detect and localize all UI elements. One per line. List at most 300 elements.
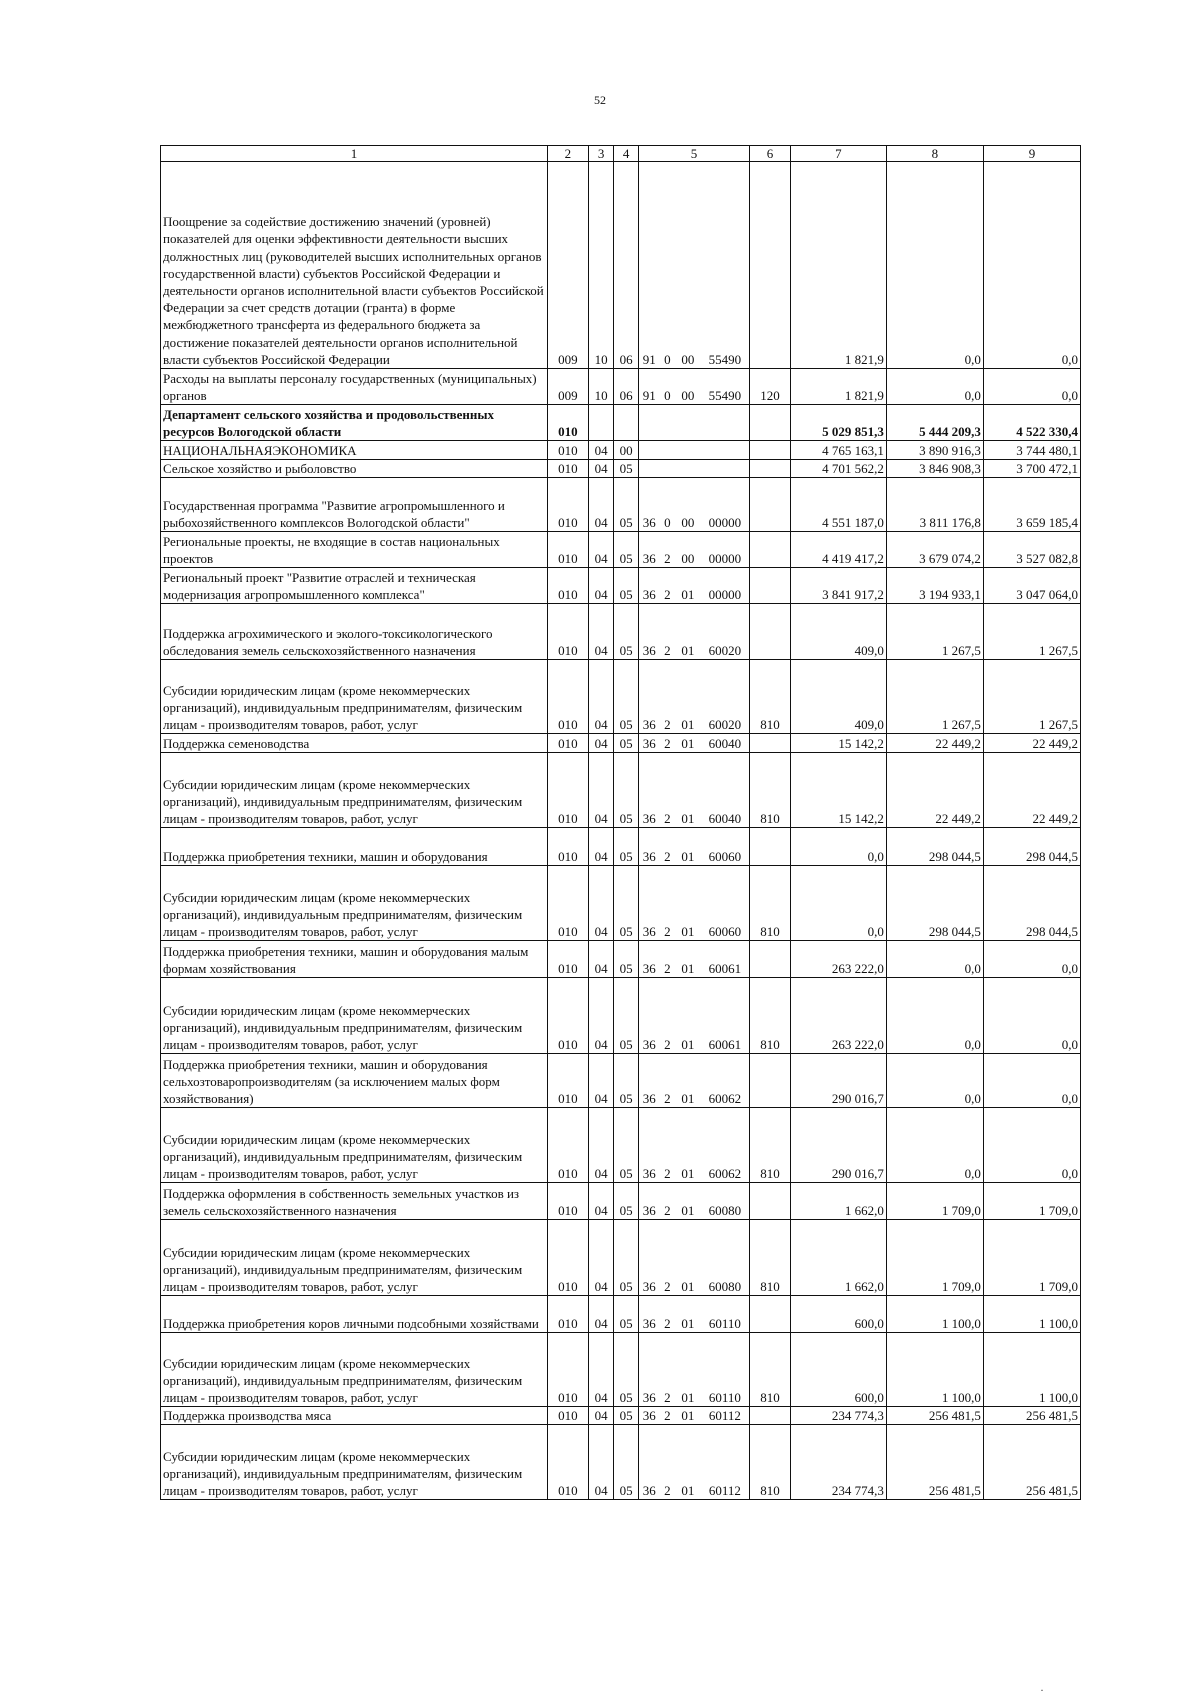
row-section-code: 04 (588, 1425, 614, 1500)
header-col-1: 1 (161, 146, 548, 162)
table-row (161, 1407, 1081, 1425)
row-amount-year3: 0,0 (983, 1108, 1080, 1183)
row-target-direction: 60060 (701, 866, 750, 941)
row-ministry-code: 010 (547, 660, 588, 734)
row-amount-year3: 3 744 480,1 (983, 441, 1080, 460)
row-target-project: 01 (675, 604, 701, 660)
row-target-subprogram: 2 (660, 1220, 675, 1296)
table-row (161, 369, 1081, 405)
row-target-direction: 60112 (701, 1407, 750, 1425)
row-target-program: 36 (638, 753, 659, 828)
row-target-subprogram: 2 (660, 1108, 675, 1183)
row-amount-year1: 3 841 917,2 (790, 568, 886, 604)
row-target-subprogram: 0 (660, 369, 675, 405)
row-expense-type: 810 (750, 1333, 791, 1407)
row-subsection-code: 05 (614, 660, 639, 734)
row-subsection-code: 05 (614, 460, 639, 478)
row-target-direction (701, 441, 750, 460)
row-ministry-code: 010 (547, 1054, 588, 1108)
row-name: Поддержка приобретения коров личными подсобными хозяйствами (161, 1296, 548, 1333)
row-name: Субсидии юридическим лицам (кроме некоммерческих организаций), индивидуальным предпринимателям, физическим лицам - производителям товаров, работ, услуг (161, 1333, 548, 1407)
row-target-program: 36 (638, 1108, 659, 1183)
table-row (161, 405, 1081, 441)
row-target-subprogram: 2 (660, 660, 675, 734)
row-amount-year1: 4 701 562,2 (790, 460, 886, 478)
table-row (161, 1333, 1081, 1407)
row-target-project: 01 (675, 660, 701, 734)
row-amount-year1: 1 821,9 (790, 369, 886, 405)
row-amount-year1: 0,0 (790, 866, 886, 941)
row-amount-year1: 600,0 (790, 1296, 886, 1333)
row-amount-year1: 15 142,2 (790, 753, 886, 828)
row-subsection-code: 05 (614, 828, 639, 866)
row-target-program: 36 (638, 828, 659, 866)
row-amount-year3: 22 449,2 (983, 734, 1080, 753)
row-ministry-code: 009 (547, 369, 588, 405)
row-amount-year3: 298 044,5 (983, 828, 1080, 866)
row-amount-year3: 256 481,5 (983, 1425, 1080, 1500)
row-ministry-code: 010 (547, 604, 588, 660)
row-target-program: 36 (638, 478, 659, 532)
row-target-direction: 55490 (701, 162, 750, 369)
row-amount-year2: 3 890 916,3 (886, 441, 983, 460)
row-section-code: 04 (588, 978, 614, 1054)
row-ministry-code: 010 (547, 1183, 588, 1220)
row-target-program: 36 (638, 1333, 659, 1407)
row-name: Расходы на выплаты персоналу государственных (муниципальных) органов (161, 369, 548, 405)
row-target-project: 00 (675, 478, 701, 532)
row-ministry-code: 010 (547, 405, 588, 441)
row-amount-year2: 0,0 (886, 1054, 983, 1108)
row-ministry-code: 010 (547, 828, 588, 866)
row-ministry-code: 010 (547, 734, 588, 753)
row-subsection-code: 05 (614, 604, 639, 660)
row-name: Субсидии юридическим лицам (кроме некоммерческих организаций), индивидуальным предпринимателям, физическим лицам - производителям товаров, работ, услуг (161, 1425, 548, 1500)
row-name: Субсидии юридическим лицам (кроме некоммерческих организаций), индивидуальным предпринимателям, физическим лицам - производителям товаров, работ, услуг (161, 660, 548, 734)
row-amount-year2: 0,0 (886, 941, 983, 978)
header-col-8: 8 (886, 146, 983, 162)
row-expense-type (750, 568, 791, 604)
row-target-program: 91 (638, 369, 659, 405)
row-expense-type (750, 941, 791, 978)
row-target-project: 01 (675, 568, 701, 604)
row-target-project: 01 (675, 1183, 701, 1220)
table-row (161, 1425, 1081, 1500)
header-col-3: 3 (588, 146, 614, 162)
row-target-subprogram: 2 (660, 568, 675, 604)
row-target-direction (701, 460, 750, 478)
row-amount-year3: 0,0 (983, 941, 1080, 978)
row-target-project: 01 (675, 1425, 701, 1500)
row-expense-type (750, 1054, 791, 1108)
row-target-subprogram (660, 405, 675, 441)
header-col-9: 9 (983, 146, 1080, 162)
row-target-program: 36 (638, 532, 659, 568)
row-amount-year2: 1 267,5 (886, 660, 983, 734)
row-target-subprogram: 2 (660, 1407, 675, 1425)
row-section-code: 10 (588, 369, 614, 405)
row-section-code: 04 (588, 1296, 614, 1333)
row-ministry-code: 010 (547, 478, 588, 532)
row-amount-year1: 290 016,7 (790, 1054, 886, 1108)
row-target-project: 01 (675, 1407, 701, 1425)
row-amount-year3: 3 047 064,0 (983, 568, 1080, 604)
header-col-2: 2 (547, 146, 588, 162)
row-target-program: 36 (638, 1220, 659, 1296)
table-row (161, 162, 1081, 369)
row-amount-year1: 4 551 187,0 (790, 478, 886, 532)
row-name: Субсидии юридическим лицам (кроме некоммерческих организаций), индивидуальным предпринимателям, физическим лицам - производителям товаров, работ, услуг (161, 1220, 548, 1296)
row-target-project: 01 (675, 1108, 701, 1183)
row-section-code: 04 (588, 441, 614, 460)
row-section-code: 04 (588, 941, 614, 978)
row-target-project: 01 (675, 1333, 701, 1407)
row-subsection-code: 05 (614, 866, 639, 941)
row-ministry-code: 010 (547, 866, 588, 941)
row-subsection-code: 05 (614, 978, 639, 1054)
row-amount-year2: 0,0 (886, 369, 983, 405)
row-expense-type: 810 (750, 866, 791, 941)
row-target-project: 01 (675, 866, 701, 941)
row-amount-year1: 4 419 417,2 (790, 532, 886, 568)
row-amount-year1: 263 222,0 (790, 941, 886, 978)
row-target-program: 36 (638, 1183, 659, 1220)
row-target-subprogram: 0 (660, 162, 675, 369)
row-expense-type (750, 1407, 791, 1425)
row-name: Субсидии юридическим лицам (кроме некоммерческих организаций), индивидуальным предпринимателям, физическим лицам - производителям товаров, работ, услуг (161, 866, 548, 941)
header-col-6: 6 (750, 146, 791, 162)
row-expense-type: 810 (750, 1108, 791, 1183)
row-ministry-code: 010 (547, 1296, 588, 1333)
row-target-subprogram: 2 (660, 604, 675, 660)
row-section-code: 04 (588, 460, 614, 478)
row-target-project (675, 405, 701, 441)
row-amount-year3: 1 100,0 (983, 1333, 1080, 1407)
row-expense-type (750, 1296, 791, 1333)
row-target-subprogram (660, 441, 675, 460)
row-target-program: 36 (638, 604, 659, 660)
row-target-direction: 60040 (701, 734, 750, 753)
row-subsection-code: 06 (614, 369, 639, 405)
row-target-subprogram: 2 (660, 1333, 675, 1407)
row-amount-year2: 1 709,0 (886, 1220, 983, 1296)
row-target-direction: 55490 (701, 369, 750, 405)
row-section-code (588, 405, 614, 441)
scan-mark: · (1040, 1683, 1044, 1697)
row-section-code: 04 (588, 604, 614, 660)
row-target-project (675, 460, 701, 478)
row-ministry-code: 010 (547, 568, 588, 604)
row-amount-year2: 22 449,2 (886, 753, 983, 828)
row-expense-type (750, 478, 791, 532)
row-section-code: 04 (588, 478, 614, 532)
row-subsection-code: 05 (614, 941, 639, 978)
row-target-program (638, 460, 659, 478)
row-expense-type (750, 734, 791, 753)
row-ministry-code: 010 (547, 1220, 588, 1296)
row-amount-year2: 298 044,5 (886, 828, 983, 866)
row-amount-year3: 0,0 (983, 162, 1080, 369)
table-row (161, 1108, 1081, 1183)
row-subsection-code: 05 (614, 1108, 639, 1183)
row-target-project: 01 (675, 1054, 701, 1108)
row-target-project: 00 (675, 162, 701, 369)
row-target-project: 01 (675, 1296, 701, 1333)
row-amount-year3: 22 449,2 (983, 753, 1080, 828)
row-target-direction: 60110 (701, 1296, 750, 1333)
row-amount-year3: 1 709,0 (983, 1220, 1080, 1296)
row-subsection-code: 05 (614, 1333, 639, 1407)
row-target-direction: 60062 (701, 1054, 750, 1108)
header-col-7: 7 (790, 146, 886, 162)
row-target-program: 36 (638, 1425, 659, 1500)
row-amount-year1: 234 774,3 (790, 1425, 886, 1500)
row-amount-year1: 0,0 (790, 828, 886, 866)
row-target-program: 36 (638, 1407, 659, 1425)
table-body (161, 162, 1081, 1500)
row-amount-year2: 1 100,0 (886, 1296, 983, 1333)
row-target-project: 01 (675, 941, 701, 978)
row-target-project: 01 (675, 1220, 701, 1296)
table-row (161, 441, 1081, 460)
row-ministry-code: 010 (547, 1425, 588, 1500)
row-ministry-code: 010 (547, 1333, 588, 1407)
page-number: 52 (594, 93, 606, 107)
row-name: Субсидии юридическим лицам (кроме некоммерческих организаций), индивидуальным предпринимателям, физическим лицам - производителям товаров, работ, услуг (161, 753, 548, 828)
row-amount-year3: 1 267,5 (983, 604, 1080, 660)
row-target-subprogram: 2 (660, 828, 675, 866)
table-row (161, 1220, 1081, 1296)
table-row (161, 1054, 1081, 1108)
table-row (161, 866, 1081, 941)
table-row (161, 1183, 1081, 1220)
table-row (161, 478, 1081, 532)
row-expense-type: 810 (750, 978, 791, 1054)
row-amount-year1: 4 765 163,1 (790, 441, 886, 460)
row-name: Субсидии юридическим лицам (кроме некоммерческих организаций), индивидуальным предпринимателям, физическим лицам - производителям товаров, работ, услуг (161, 978, 548, 1054)
row-amount-year2: 1 267,5 (886, 604, 983, 660)
row-expense-type: 810 (750, 753, 791, 828)
row-target-subprogram: 2 (660, 1183, 675, 1220)
row-name: НАЦИОНАЛЬНАЯЭКОНОМИКА (161, 441, 548, 460)
row-subsection-code: 05 (614, 753, 639, 828)
row-expense-type (750, 405, 791, 441)
row-target-direction: 60112 (701, 1425, 750, 1500)
budget-table (160, 145, 1081, 1500)
row-target-project: 01 (675, 753, 701, 828)
row-amount-year1: 263 222,0 (790, 978, 886, 1054)
row-target-subprogram: 2 (660, 1054, 675, 1108)
row-section-code: 04 (588, 660, 614, 734)
table-row (161, 941, 1081, 978)
row-ministry-code: 009 (547, 162, 588, 369)
row-subsection-code: 05 (614, 1296, 639, 1333)
row-target-program: 36 (638, 1296, 659, 1333)
row-ministry-code: 010 (547, 941, 588, 978)
row-target-direction: 60062 (701, 1108, 750, 1183)
row-subsection-code: 06 (614, 162, 639, 369)
row-subsection-code (614, 405, 639, 441)
row-amount-year1: 1 821,9 (790, 162, 886, 369)
row-name: Департамент сельского хозяйства и продовольственных ресурсов Вологодской области (161, 405, 548, 441)
row-target-direction: 60020 (701, 660, 750, 734)
table-row (161, 660, 1081, 734)
row-amount-year3: 3 700 472,1 (983, 460, 1080, 478)
row-target-project: 01 (675, 828, 701, 866)
row-amount-year1: 5 029 851,3 (790, 405, 886, 441)
row-target-direction: 60060 (701, 828, 750, 866)
row-section-code: 10 (588, 162, 614, 369)
row-subsection-code: 00 (614, 441, 639, 460)
row-target-project: 00 (675, 532, 701, 568)
row-ministry-code: 010 (547, 460, 588, 478)
row-ministry-code: 010 (547, 978, 588, 1054)
row-target-project: 01 (675, 734, 701, 753)
row-target-direction: 00000 (701, 568, 750, 604)
row-target-direction: 60061 (701, 978, 750, 1054)
row-expense-type (750, 441, 791, 460)
row-section-code: 04 (588, 568, 614, 604)
row-name: Поддержка оформления в собственность земельных участков из земель сельскохозяйственного назначения (161, 1183, 548, 1220)
row-amount-year1: 1 662,0 (790, 1183, 886, 1220)
row-target-subprogram: 2 (660, 1296, 675, 1333)
row-expense-type (750, 828, 791, 866)
row-target-subprogram: 2 (660, 753, 675, 828)
row-amount-year2: 3 194 933,1 (886, 568, 983, 604)
row-section-code: 04 (588, 1220, 614, 1296)
row-subsection-code: 05 (614, 532, 639, 568)
row-target-direction (701, 405, 750, 441)
row-amount-year3: 1 709,0 (983, 1183, 1080, 1220)
row-subsection-code: 05 (614, 1183, 639, 1220)
header-col-4: 4 (614, 146, 639, 162)
row-subsection-code: 05 (614, 1425, 639, 1500)
row-expense-type (750, 460, 791, 478)
table-row (161, 1296, 1081, 1333)
row-section-code: 04 (588, 734, 614, 753)
row-amount-year3: 3 659 185,4 (983, 478, 1080, 532)
table-row (161, 532, 1081, 568)
row-target-direction: 60020 (701, 604, 750, 660)
row-subsection-code: 05 (614, 734, 639, 753)
row-target-program: 36 (638, 660, 659, 734)
row-section-code: 04 (588, 1054, 614, 1108)
row-amount-year1: 290 016,7 (790, 1108, 886, 1183)
table-row (161, 828, 1081, 866)
row-section-code: 04 (588, 1108, 614, 1183)
row-expense-type: 810 (750, 1220, 791, 1296)
header-row (161, 146, 1081, 162)
row-ministry-code: 010 (547, 753, 588, 828)
row-target-direction: 00000 (701, 532, 750, 568)
row-amount-year3: 0,0 (983, 1054, 1080, 1108)
row-target-project: 00 (675, 369, 701, 405)
table-row (161, 604, 1081, 660)
row-target-project (675, 441, 701, 460)
row-expense-type: 120 (750, 369, 791, 405)
row-target-subprogram: 2 (660, 941, 675, 978)
row-name: Субсидии юридическим лицам (кроме некоммерческих организаций), индивидуальным предпринимателям, физическим лицам - производителям товаров, работ, услуг (161, 1108, 548, 1183)
row-target-program: 36 (638, 1054, 659, 1108)
row-expense-type (750, 532, 791, 568)
row-amount-year3: 0,0 (983, 369, 1080, 405)
table-row (161, 734, 1081, 753)
row-name: Поддержка приобретения техники, машин и оборудования сельхозтоваропроизводителям (за исключением малых форм хозяйствования) (161, 1054, 548, 1108)
row-target-subprogram: 2 (660, 734, 675, 753)
row-name: Поддержка производства мяса (161, 1407, 548, 1425)
row-amount-year2: 22 449,2 (886, 734, 983, 753)
row-section-code: 04 (588, 866, 614, 941)
row-amount-year3: 1 267,5 (983, 660, 1080, 734)
row-amount-year2: 3 811 176,8 (886, 478, 983, 532)
row-ministry-code: 010 (547, 1108, 588, 1183)
row-target-program: 91 (638, 162, 659, 369)
row-amount-year2: 0,0 (886, 978, 983, 1054)
row-amount-year2: 0,0 (886, 162, 983, 369)
row-target-direction: 60110 (701, 1333, 750, 1407)
row-ministry-code: 010 (547, 1407, 588, 1425)
row-amount-year3: 1 100,0 (983, 1296, 1080, 1333)
row-amount-year1: 1 662,0 (790, 1220, 886, 1296)
row-amount-year1: 409,0 (790, 660, 886, 734)
row-target-program (638, 441, 659, 460)
row-name: Поддержка приобретения техники, машин и оборудования (161, 828, 548, 866)
row-amount-year2: 0,0 (886, 1108, 983, 1183)
row-name: Поддержка агрохимического и эколого-токсикологического обследования земель сельскохозяйственного назначения (161, 604, 548, 660)
row-amount-year2: 298 044,5 (886, 866, 983, 941)
row-amount-year2: 3 679 074,2 (886, 532, 983, 568)
table-row (161, 568, 1081, 604)
row-target-subprogram: 0 (660, 478, 675, 532)
row-amount-year3: 298 044,5 (983, 866, 1080, 941)
row-name: Региональные проекты, не входящие в состав национальных проектов (161, 532, 548, 568)
row-name: Поддержка семеноводства (161, 734, 548, 753)
row-amount-year1: 15 142,2 (790, 734, 886, 753)
row-amount-year2: 256 481,5 (886, 1407, 983, 1425)
row-target-program (638, 405, 659, 441)
row-amount-year2: 1 709,0 (886, 1183, 983, 1220)
row-amount-year3: 0,0 (983, 978, 1080, 1054)
row-subsection-code: 05 (614, 1407, 639, 1425)
row-amount-year3: 4 522 330,4 (983, 405, 1080, 441)
row-target-subprogram: 2 (660, 866, 675, 941)
row-target-direction: 60080 (701, 1183, 750, 1220)
row-name: Поддержка приобретения техники, машин и оборудования малым формам хозяйствования (161, 941, 548, 978)
row-target-program: 36 (638, 866, 659, 941)
row-target-subprogram: 2 (660, 1425, 675, 1500)
row-target-program: 36 (638, 568, 659, 604)
row-section-code: 04 (588, 532, 614, 568)
row-amount-year3: 3 527 082,8 (983, 532, 1080, 568)
row-target-direction: 00000 (701, 478, 750, 532)
row-target-program: 36 (638, 978, 659, 1054)
table-row (161, 460, 1081, 478)
row-amount-year2: 256 481,5 (886, 1425, 983, 1500)
row-section-code: 04 (588, 828, 614, 866)
row-name: Поощрение за содействие достижению значений (уровней) показателей для оценки эффективности деятельности высших должностных лиц (руководителей высших исполнительных органов государственной власти) субъектов Российской Федерации и деятельности органов исполнительной власти субъектов Российской Федерации за счет средств дотации (гранта) в форме межбюджетного трансферта из федерального бюджета за достижение показателей деятельности органов исполнительной власти субъектов Российской Федерации (161, 162, 548, 369)
row-target-direction: 60080 (701, 1220, 750, 1296)
row-amount-year2: 3 846 908,3 (886, 460, 983, 478)
row-amount-year3: 256 481,5 (983, 1407, 1080, 1425)
table-row (161, 753, 1081, 828)
row-amount-year2: 1 100,0 (886, 1333, 983, 1407)
row-name: Сельское хозяйство и рыболовство (161, 460, 548, 478)
header-col-5: 5 (638, 146, 749, 162)
table-row (161, 978, 1081, 1054)
row-expense-type (750, 1183, 791, 1220)
row-target-direction: 60040 (701, 753, 750, 828)
row-subsection-code: 05 (614, 1220, 639, 1296)
